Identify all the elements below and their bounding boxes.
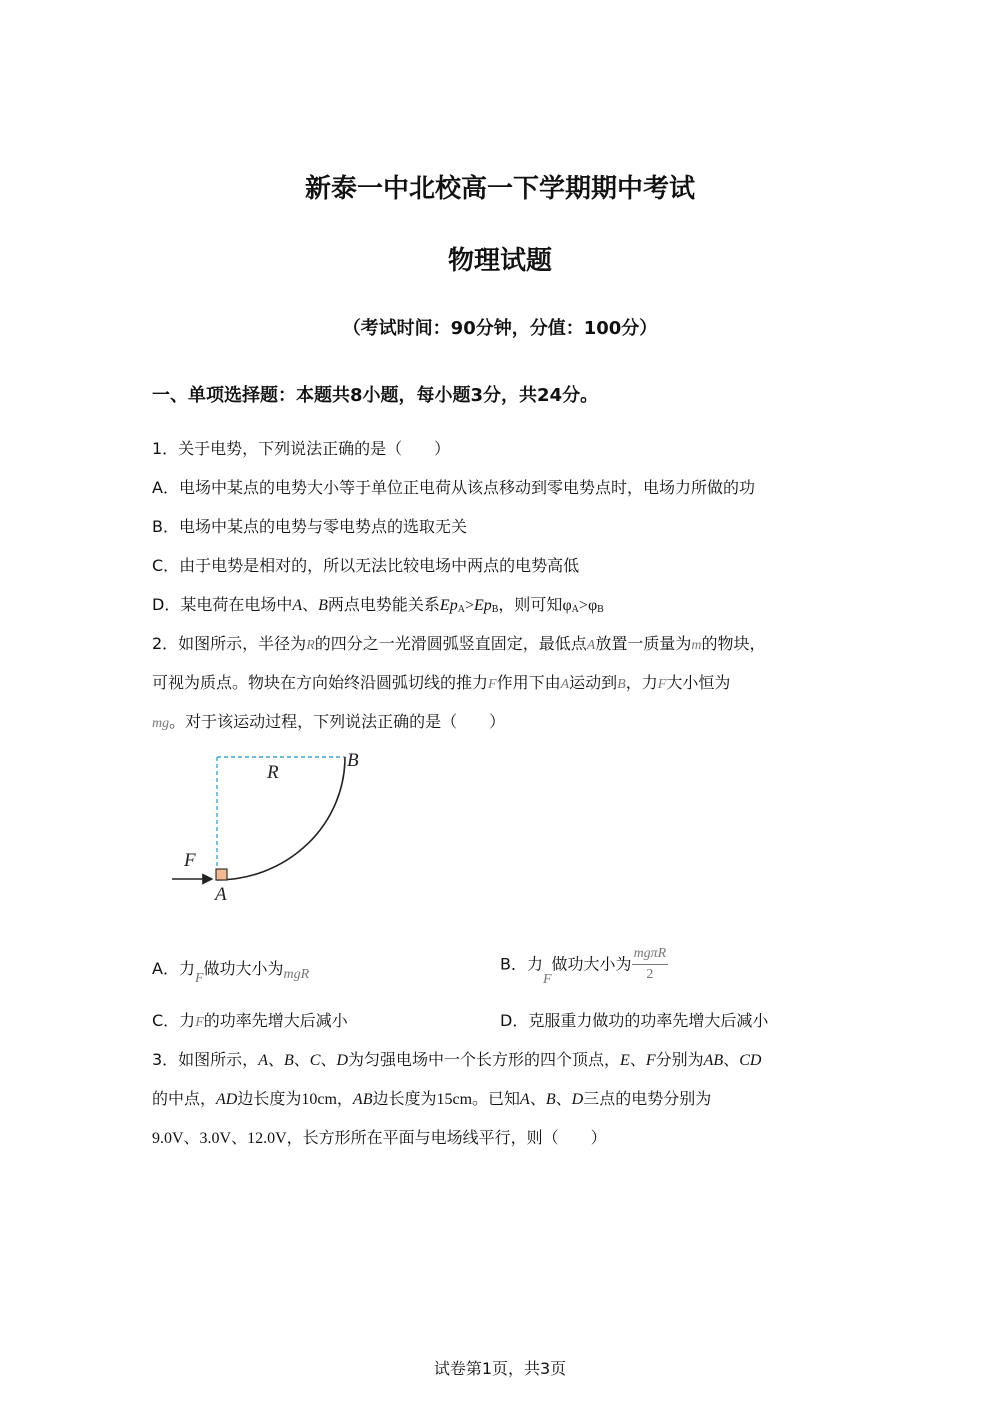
- page-title: 新泰一中北校高一下学期期中考试: [304, 174, 695, 204]
- fraction-mgpir-over-2: $\frac{\text{mgπR}}{2}$: [633, 946, 667, 982]
- q1-option-a: A．电场中某点的电势大小等于单位正电荷从该点移动到零电势点时，电场力所做的功: [152, 478, 755, 497]
- q1-option-b: B．电场中某点的电势与零电势点的选取无关: [152, 517, 467, 536]
- quarter-arc: [217, 757, 345, 880]
- q1-option-d: D．某电荷在电场中A、B两点电势能关系$Ep_A>Ep_B$，则可知$\varphi_A>\varphi_B$: [152, 595, 604, 615]
- q2-option-d: D．克服重力做功的功率先增大后减小: [500, 1011, 769, 1030]
- exam-info: （考试时间：90分钟，分值：100分）: [342, 318, 658, 339]
- q1-option-c: C．由于电势是相对的，所以无法比较电场中两点的电势高低: [152, 556, 580, 575]
- page-subtitle: 物理试题: [447, 246, 552, 276]
- page-footer: 试卷第1页，共3页: [433, 1359, 567, 1378]
- q2-stem-line1: 2．如图所示，半径为R的四分之一光滑圆弧竖直固定，最低点A放置一质量为m的物块，: [152, 634, 766, 653]
- q3-stem-line2: 的中点，AD边长度为10cm，AB边长度为15cm。已知A、B、D三点的电势分别为: [152, 1089, 712, 1108]
- q3-stem-line1: 3．如图所示，A、B、C、D为匀强电场中一个长方形的四个顶点，E、F分别为AB、CD: [152, 1050, 762, 1069]
- block: [216, 869, 227, 880]
- label-a: A: [215, 884, 227, 905]
- q3-stem-line3: 9.0V、3.0V、12.0V，长方形所在平面与电场线平行，则（ ）: [152, 1128, 607, 1147]
- label-f: F: [184, 850, 196, 871]
- section-heading: 一、单项选择题：本题共8小题，每小题3分，共24分。: [152, 385, 599, 406]
- q2-figure: [160, 740, 380, 910]
- q2-option-b: B．力F做功大小为 $\frac{\text{mgπR}}{2}$: [500, 946, 667, 987]
- q2-stem-line2: 可视为质点。物块在方向始终沿圆弧切线的推力F作用下由A运动到B，力F大小恒为: [152, 673, 731, 692]
- q2-option-a: A．力F做功大小为mgR: [152, 959, 310, 986]
- label-b: B: [347, 750, 359, 771]
- label-r: R: [267, 762, 279, 783]
- q1-stem: 1．关于电势，下列说法正确的是（ ）: [152, 439, 451, 458]
- q2-option-c: C．力F的功率先增大后减小: [152, 1011, 348, 1030]
- q2-stem-line3: mg。对于该运动过程，下列说法正确的是（ ）: [152, 712, 506, 731]
